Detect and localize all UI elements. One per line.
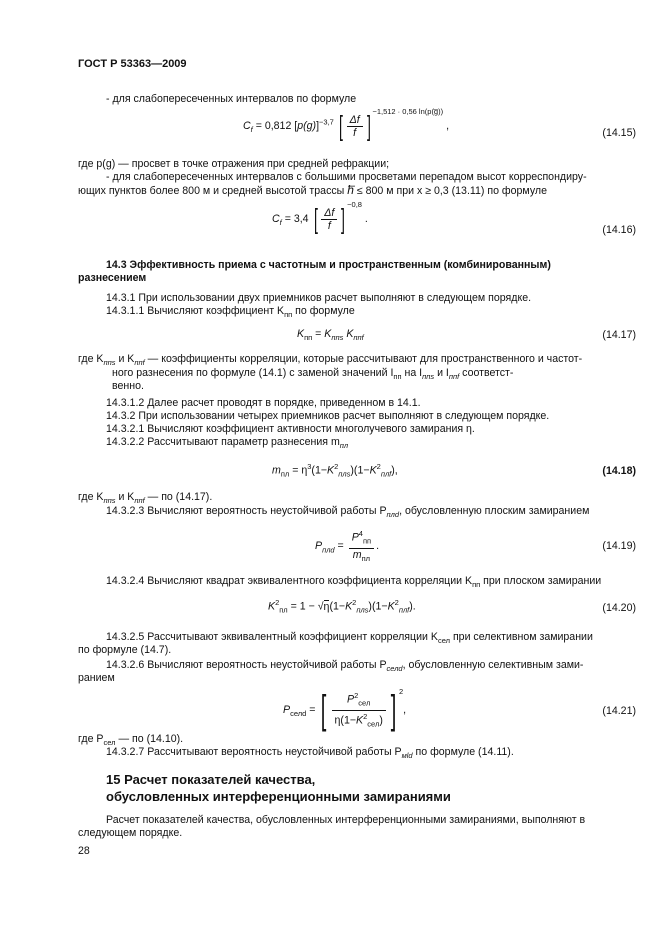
equation-number: (14.18) [602, 465, 636, 477]
equation-number: (14.20) [602, 602, 636, 614]
eq-exponent: −3,7 [319, 117, 334, 127]
equation-number: (14.16) [602, 224, 636, 236]
text-line: Расчет показателей качества, обусловленных интерференционными замираниями, выполняют в [106, 814, 586, 826]
text-line: 14.3.2.2 Рассчитывают параметр разнесения $m_{пл}$ [106, 436, 349, 451]
eq-subscript: f [250, 124, 253, 134]
text-line: 14.3.2 При использовании четырех приемников расчет выполняют в следующем порядке. [106, 410, 550, 422]
text-line: - для слабопересеченных интервалов по формуле [106, 93, 357, 105]
equation-14-18: $m_{пл} = \eta^3(1-K^2_{плs})(1-K^2_{плf})$, [272, 462, 398, 479]
text-line: 14.3.2.5 Рассчитывают эквивалентный коэффициент корреляции $K_{сел}$ при селективном замирании [106, 631, 593, 646]
text-line: где $K_{ппs}$ и $K_{ппf}$ — по (14.17). [78, 491, 213, 506]
equation-number: (14.17) [602, 329, 636, 341]
equation-number: (14.19) [602, 540, 636, 552]
text-line: - для слабопересеченных интервалов с большими просветами перепадом высот корреспондиру- [106, 171, 587, 183]
eq-symbol: C [243, 119, 251, 132]
page-number: 28 [78, 845, 90, 857]
section-heading: 14.3 Эффективность приема с частотным и пространственным (комбинированным) [106, 259, 551, 271]
text-line: где p(g) — просвет в точке отражения при средней рефракции; [78, 158, 390, 170]
text-line: 14.3.2.7 Рассчитывают вероятность неустойчивой работы $P_{мld}$ по формуле (14.11). [106, 746, 514, 761]
section-heading: 15 Расчет показателей качества, [106, 772, 316, 787]
document-header: ГОСТ Р 53363—2009 [78, 58, 187, 70]
equation-number: (14.21) [602, 705, 636, 717]
text-line: ранием [78, 672, 115, 684]
eq-coefficient: = 0,812 [255, 119, 292, 132]
equation-14-17: $K_{пп} = K_{ппs}$ $K_{ппf}$ [297, 328, 364, 343]
text-line: где $P_{сел}$ — по (14.10). [78, 733, 184, 748]
equation-14-15: $C_f = 0,812$ $[p(g)]^{-3,7}$ [ $\frac{\Delta f}{f}$ ] $^{-1,512 \cdot 0,56 ln(p(g̅))}$ , [243, 107, 450, 141]
text-line: 14.3.2.3 Вычисляют вероятность неустойчивой работы $P_{плd}$, обусловленную плоским замиранием [106, 505, 590, 520]
text-line: 14.3.2.1 Вычисляют коэффициент активности многолучевого замирания η. [106, 423, 475, 435]
eq-exponent: −1,512 · 0,56 ln(p(g̅)) [372, 107, 444, 117]
eq-term: p(g) [297, 119, 317, 132]
text-line: 14.3.1 При использовании двух приемников расчет выполняют в следующем порядке. [106, 292, 532, 304]
equation-14-19: $P_{плd}$ = $\frac{P^4_{пп}}{m_{пл}}$ . [315, 529, 380, 563]
eq-fraction: $\frac{\Delta f}{f}$ [321, 207, 337, 232]
section-heading: обусловленных интерференционными замираниями [106, 789, 451, 804]
text-line: 14.3.1.2 Далее расчет проводят в порядке, приведенном в 14.1. [106, 397, 421, 409]
text-line: ющих пунктов более 800 м и средней высотой трассы h̅ ≤ 800 м при x ≥ 0,3 (13.11) по формуле [78, 183, 547, 197]
text-line: 14.3.2.6 Вычисляют вероятность неустойчивой работы $P_{селd}$, обусловленную селективным зами- [106, 659, 584, 674]
eq-fraction: $\frac{\Delta f}{f}$ [347, 114, 363, 139]
text-line: венно. [112, 380, 144, 392]
equation-number: (14.15) [602, 127, 636, 139]
text-line: 14.3.1.1 Вычисляют коэффициент $K_{пп}$ по формуле [106, 305, 355, 320]
equation-14-16: $C_f = 3,4$ [ $\frac{\Delta f}{f}$ ] $^{-0,8}$ . [272, 200, 368, 234]
equation-14-21: $P_{селd}$ = [ $\frac{P^2_{сел}}{\eta(1-K^2_{сел})}$ ] $^2$, [283, 687, 407, 733]
text-line: следующем порядке. [78, 827, 183, 839]
text-line: где $K_{ппs}$ и $K_{ппf}$ — коэффициенты корреляции, которые рассчитывают для пространственного и частот- [78, 353, 583, 368]
equation-14-20: $K^2_{пл} = 1 - √\eta(1-K^2_{плs})(1-K^2_{плf})$. [268, 598, 416, 615]
text-line: 14.3.2.4 Вычисляют квадрат эквивалентного коэффициента корреляции $K_{пп}$ при плоском замирании [106, 575, 602, 590]
text-line: по формуле (14.7). [78, 644, 172, 656]
section-heading: разнесением [78, 272, 147, 284]
text-line: ного разнесения по формуле (14.1) с заменой значений $I_{пп}$ на $I_{ппs}$ и $I_{ппf}$ соответст- [112, 367, 514, 382]
